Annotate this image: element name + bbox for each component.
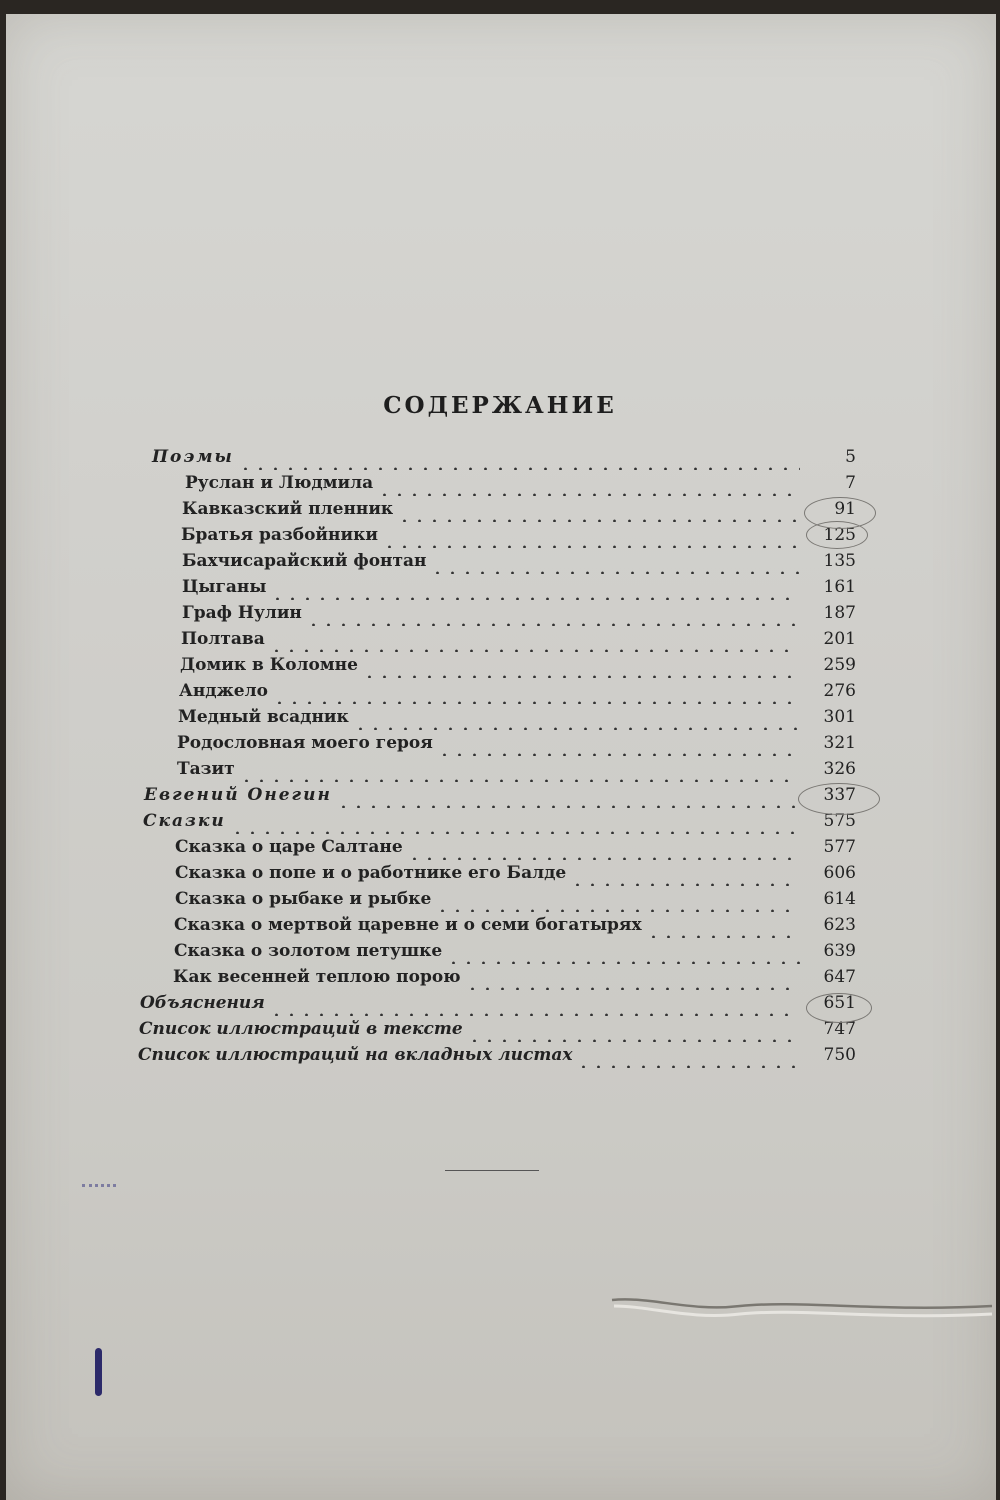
toc-entry — [180, 652, 856, 678]
toc-entry-section-onegin — [144, 782, 856, 808]
toc-entry-label: Сказка о царе Салтане — [175, 837, 403, 857]
dot-leader — [353, 704, 800, 730]
dot-leader — [336, 782, 800, 808]
toc-entry-page: 276 — [823, 681, 856, 701]
toc-entry-label: Объяснения — [140, 993, 265, 1013]
toc-entry — [174, 938, 856, 964]
toc-entry — [181, 626, 856, 652]
toc-entry — [185, 470, 856, 496]
toc-entry-page: 201 — [823, 629, 856, 649]
toc-entry-section-tales — [143, 808, 856, 834]
toc-entry — [179, 678, 856, 704]
toc-entry — [177, 730, 856, 756]
toc-entry-page: 639 — [823, 941, 856, 961]
page-title: СОДЕРЖАНИЕ — [383, 392, 617, 419]
dot-leader — [430, 548, 800, 574]
toc-entry-label: Как весенней теплою порою — [173, 967, 461, 987]
toc-entry-page: 575 — [823, 811, 856, 831]
dot-leader — [576, 1042, 800, 1068]
toc-entry — [173, 964, 856, 990]
toc-entry-page: 614 — [823, 889, 856, 909]
dot-leader — [407, 834, 800, 860]
dot-leader — [446, 938, 800, 964]
toc-entry-label: Медный всадник — [178, 707, 349, 727]
toc-entry-label: Руслан и Людмила — [185, 473, 374, 493]
toc-entry-page: 577 — [823, 837, 856, 857]
toc-entry — [182, 496, 856, 522]
toc-entry-label: Сказка о золотом петушке — [174, 941, 443, 961]
toc-entry-page: 301 — [823, 707, 856, 727]
dot-leader — [646, 912, 800, 938]
dot-leader — [465, 964, 800, 990]
dot-leader — [238, 444, 800, 470]
toc-entry-label: Бахчисарайский фонтан — [182, 551, 427, 571]
dot-leader — [230, 808, 800, 834]
toc-entry-label: Список иллюстраций в тексте — [139, 1019, 463, 1039]
toc-entry-page: 5 — [845, 447, 856, 467]
dot-leader — [397, 496, 800, 522]
pencil-circle-mark — [806, 993, 872, 1023]
toc-entry-page: 125 — [823, 525, 856, 545]
dot-leader — [306, 600, 800, 626]
dot-leader — [382, 522, 800, 548]
toc-entry-label: Евгений Онегин — [144, 785, 332, 805]
toc-entry — [181, 522, 856, 548]
toc-entry-label: Сказка о мертвой царевне и о семи богатырях — [174, 915, 642, 935]
toc-entry — [177, 756, 856, 782]
toc-entry-page: 259 — [823, 655, 856, 675]
toc-entry-label: Сказки — [143, 811, 226, 831]
toc-entry-page: 647 — [823, 967, 856, 987]
dot-leader — [362, 652, 800, 678]
pencil-circle-mark — [798, 783, 880, 815]
ink-stamp-mark — [82, 1168, 116, 1187]
toc-entry-label: Тазит — [177, 759, 235, 779]
toc-entry-page: 161 — [823, 577, 856, 597]
toc-entry-page: 337 — [823, 785, 856, 805]
toc-entry-label: Кавказский пленник — [182, 499, 394, 519]
toc-entry-label: Сказка о попе и о работнике его Балде — [175, 863, 567, 883]
toc-entry-label: Поэмы — [152, 447, 234, 467]
dot-leader — [269, 990, 800, 1016]
ink-mark — [95, 1348, 102, 1396]
toc-entry-section-notes — [140, 990, 856, 1016]
toc-entry-label: Сказка о рыбаке и рыбке — [175, 889, 432, 909]
toc-entry-label: Родословная моего героя — [177, 733, 433, 753]
toc-entry-label: Граф Нулин — [182, 603, 302, 623]
toc-entry-label: Список иллюстраций на вкладных листах — [138, 1045, 573, 1065]
toc-entry-section-poems — [152, 444, 856, 470]
toc-entry-page: 326 — [823, 759, 856, 779]
toc-entry-label: Братья разбойники — [181, 525, 378, 545]
toc-entry — [182, 574, 856, 600]
toc-entry — [175, 834, 856, 860]
toc-entry-section-illustrations-inserts — [138, 1042, 856, 1068]
dot-leader — [269, 626, 800, 652]
toc-entry-page: 135 — [823, 551, 856, 571]
toc-entry — [174, 912, 856, 938]
dot-leader — [377, 470, 800, 496]
toc-entry — [175, 886, 856, 912]
dot-leader — [272, 678, 800, 704]
toc-entry-page: 747 — [823, 1019, 856, 1039]
toc-entry — [175, 860, 856, 886]
toc-entry-page: 91 — [834, 499, 856, 519]
toc-entry-page: 651 — [823, 993, 856, 1013]
toc-entry-label: Анджело — [179, 681, 268, 701]
toc-entry-page: 750 — [823, 1045, 856, 1065]
dot-leader — [239, 756, 800, 782]
dot-leader — [435, 886, 800, 912]
dot-leader — [437, 730, 800, 756]
toc-entry — [182, 600, 856, 626]
toc-entry — [182, 548, 856, 574]
toc-entry-label: Домик в Коломне — [180, 655, 358, 675]
pencil-circle-mark — [806, 521, 868, 549]
dot-leader — [570, 860, 800, 886]
dot-leader — [467, 1016, 800, 1042]
toc-entry-page: 187 — [823, 603, 856, 623]
toc-entry — [178, 704, 856, 730]
toc-entry-label: Цыганы — [182, 577, 267, 597]
toc-entry-label: Полтава — [181, 629, 265, 649]
toc-entry-page: 606 — [823, 863, 856, 883]
end-rule — [445, 1170, 539, 1171]
toc-entry-page: 623 — [823, 915, 856, 935]
toc-entry-page: 7 — [845, 473, 856, 493]
toc-entry-page: 321 — [823, 733, 856, 753]
dot-leader — [270, 574, 800, 600]
toc-entry-section-illustrations-text — [139, 1016, 856, 1042]
